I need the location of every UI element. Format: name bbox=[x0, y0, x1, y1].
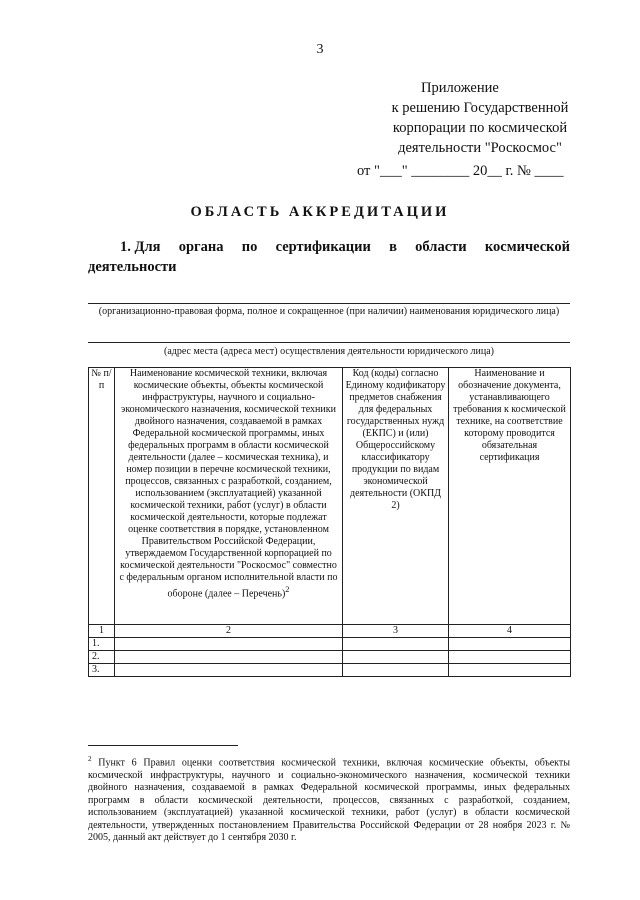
section-heading-line1 bbox=[88, 237, 570, 257]
footnote-separator bbox=[88, 745, 238, 746]
footnote-mark: 2 bbox=[285, 585, 290, 594]
heading-word: 1. Для bbox=[120, 239, 161, 255]
column-number: 2 bbox=[115, 625, 343, 638]
appendix-line: корпорации по космической bbox=[392, 120, 568, 136]
heading-word: области bbox=[415, 239, 467, 255]
table-row bbox=[89, 664, 571, 677]
org-name-caption: (организационно-правовая форма, полное и сокращенное (при наличии) наименования юридического лица) bbox=[98, 306, 560, 317]
heading-word: космической bbox=[484, 239, 570, 255]
heading-word: сертификации bbox=[275, 239, 371, 255]
table-cell bbox=[115, 664, 343, 677]
row-number: 3. bbox=[89, 664, 115, 677]
row-number: 1. bbox=[89, 638, 115, 651]
appendix-heading: Приложение bbox=[421, 80, 499, 96]
heading-word: органа bbox=[178, 239, 224, 255]
table-row bbox=[89, 638, 571, 651]
footnote-mark: 2 bbox=[88, 755, 92, 763]
header-cell-document: Наименование и обозначение документа, устанавливающего требования к космической технике, на соответствие которому проводится обязательная сертификация bbox=[449, 368, 571, 625]
appendix-line: деятельности "Роскосмос" bbox=[398, 140, 562, 156]
table-cell bbox=[449, 638, 571, 651]
page-number: 3 bbox=[316, 42, 324, 57]
table-cell bbox=[343, 664, 449, 677]
heading-word: по bbox=[241, 239, 258, 255]
accreditation-table bbox=[88, 367, 571, 677]
table-cell bbox=[115, 651, 343, 664]
header-cell-equipment: Наименование космической техники, включая космические объекты, объекты космической инфраструктуры, научного и социально-экономического назначения, космической техники двойного назначения, создаваемой в рамках Федеральной космической программы, иных федеральных программ в области космической деятельности (далее – космическая техника), и номер позиции в перечне космической техники, процессов, связанных с разработкой, созданием, использованием (эксплуатацией) указанной космической техники, работ (услуг) в области космической деятельности, которые подлежат оценке соответствия в порядке, установленном Правительством Российской Федерации, утверждаемом Государственной корпорацией по космической деятельности "Роскосмос" совместно с федеральным органом исполнительной власти по обороне (далее – Перечень)$^2$ bbox=[115, 368, 343, 625]
table-header-row bbox=[89, 368, 571, 625]
table-cell bbox=[343, 651, 449, 664]
column-number: 1 bbox=[89, 625, 115, 638]
heading-word: в bbox=[389, 239, 397, 255]
org-name-fill-line bbox=[88, 303, 570, 304]
appendix-block bbox=[355, 78, 605, 181]
table-cell bbox=[343, 638, 449, 651]
appendix-line: к решению Государственной bbox=[391, 100, 569, 116]
table-cell bbox=[449, 651, 571, 664]
column-number: 3 bbox=[343, 625, 449, 638]
column-number: 4 bbox=[449, 625, 571, 638]
table-cell bbox=[115, 638, 343, 651]
address-fill-line bbox=[88, 342, 570, 343]
header-cell-code: Код (коды) согласно Единому кодификатору предметов снабжения для федеральных государственных нужд (ЕКПС) и (или) Общероссийскому классификатору продукции по видам экономической деятельности (ОКПД 2) bbox=[343, 368, 449, 625]
footnote-text: Пункт 6 Правил оценки соответствия космической техники, включая космические объекты, объекты космической инфраструктуры, научного и социально-экономического назначения, космической техники двойного назначения, создаваемой в рамках Федеральной космической программы, иных федеральных программ в области космической деятельности, процессов, связанных с разработкой, созданием, использованием (эксплуатацией) указанной космической техники, работ (услуг) в области космической деятельности, утвержденных постановлением Правительства Российской Федерации от 28 ноября 2023 г. № 2005, данный акт действует до 1 сентября 2030 г. bbox=[88, 757, 570, 844]
section-heading bbox=[88, 237, 570, 277]
table-row bbox=[89, 651, 571, 664]
column-number-row bbox=[89, 625, 571, 638]
footnote bbox=[88, 753, 570, 845]
header-cell-number: № п/п bbox=[89, 368, 115, 625]
section-heading-line2: деятельности bbox=[88, 259, 177, 275]
appendix-date-line: от "___" ________ 20__ г. № ____ bbox=[357, 163, 564, 179]
address-caption: (адрес места (адреса мест) осуществления деятельности юридического лица) bbox=[164, 346, 494, 357]
document-title: ОБЛАСТЬ АККРЕДИТАЦИИ bbox=[190, 204, 450, 220]
table-cell bbox=[449, 664, 571, 677]
row-number: 2. bbox=[89, 651, 115, 664]
